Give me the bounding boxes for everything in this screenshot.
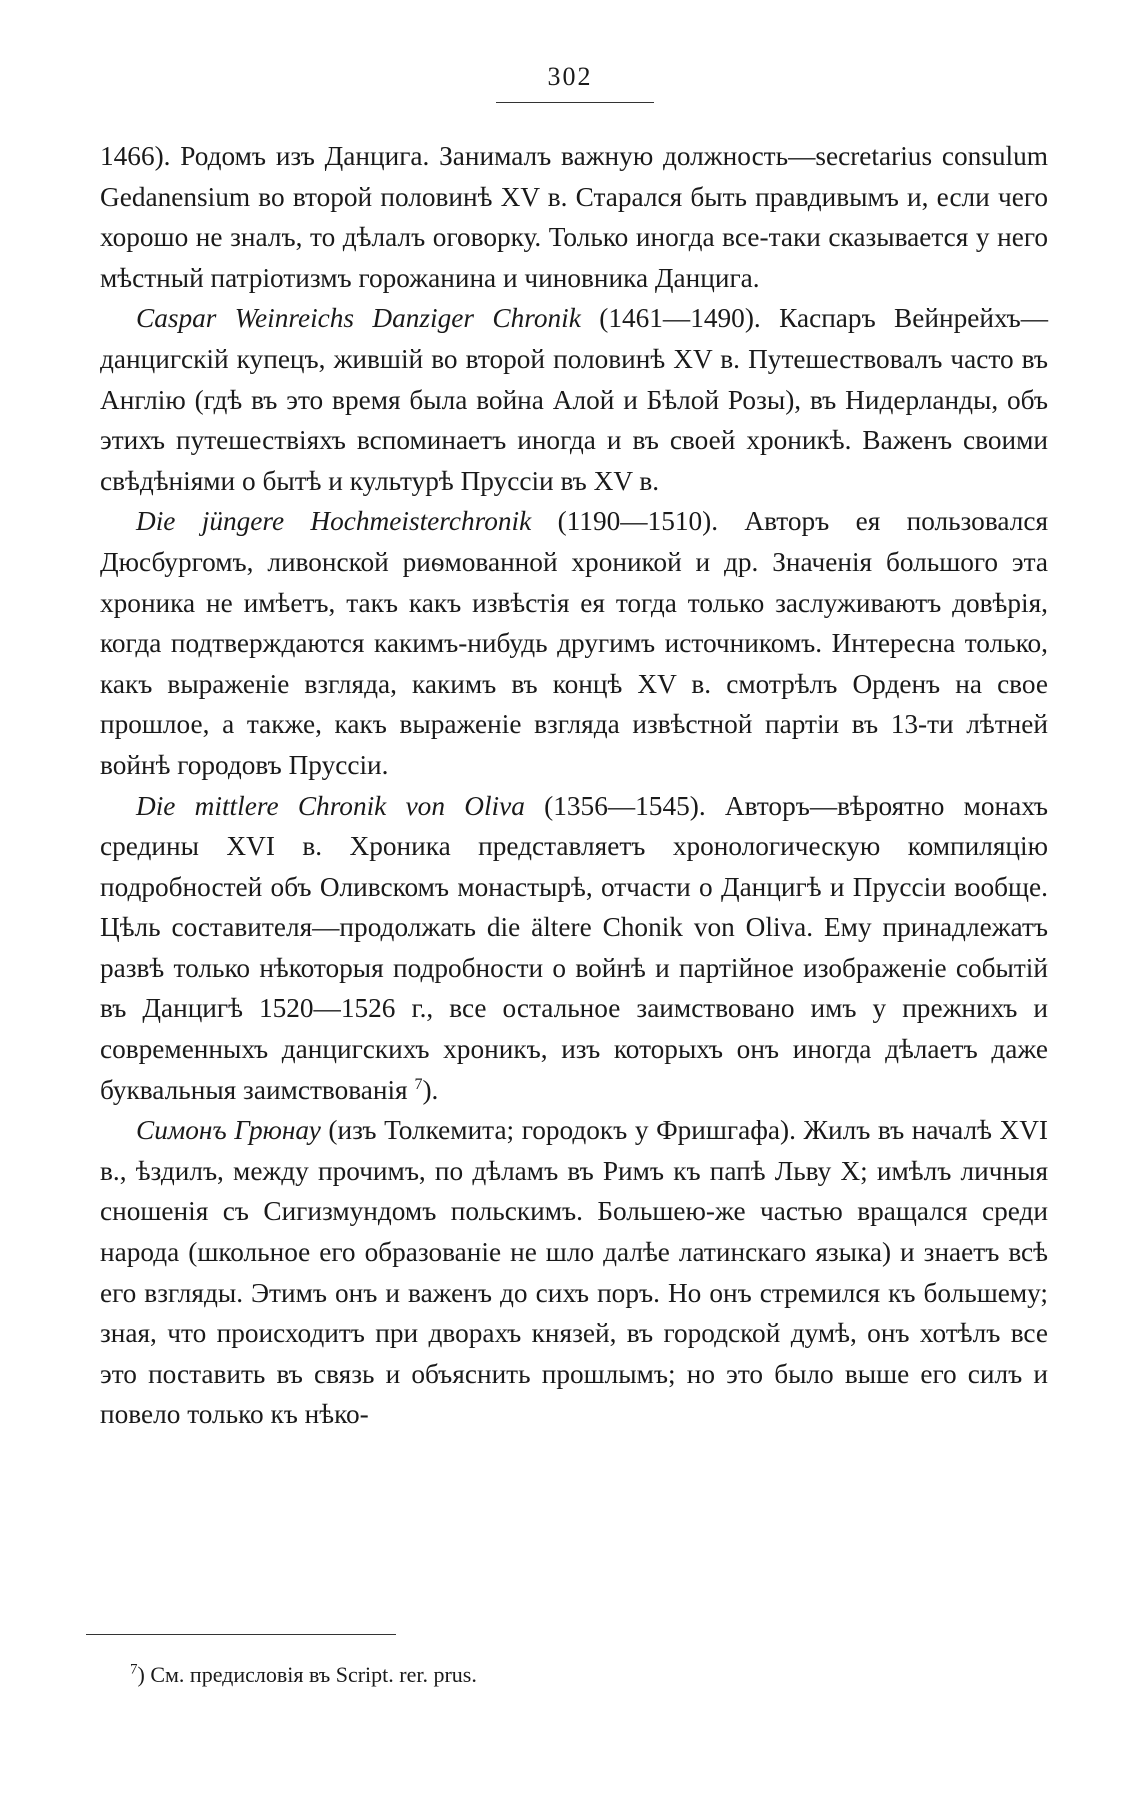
source-title: Die jüngere Hochmeisterchronik bbox=[136, 506, 532, 537]
paragraph-oliva bbox=[100, 786, 1048, 1111]
paragraph-weinreich bbox=[100, 298, 1048, 501]
paragraph-text: (1461—1490). Каспаръ Вейнрейхъ—данцигскій купецъ, жившій во второй половинѣ XV в. Путешествовалъ часто въ Англію (гдѣ въ это время была война Алой и Бѣлой Розы), въ Нидерланды, объ этихъ путешествіяхъ вспоминаетъ иногда и въ своей хроникѣ. Важенъ своими свѣдѣніями о бытѣ и культурѣ Пруссіи въ XV в. bbox=[100, 303, 1048, 496]
paragraph-text: 1466). Родомъ изъ Данцига. Занималъ важную должность—secretarius consulum Gedanensium во второй половинѣ XV в. Старался быть правдивымъ и, если чего хорошо не зналъ, то дѣлалъ оговорку. Только иногда все-таки сказывается у него мѣстный патріотизмъ горожанина и чиновника Данцига. bbox=[100, 141, 1048, 293]
body-text bbox=[100, 136, 1048, 1435]
footnote-mark: 7 bbox=[130, 1661, 138, 1678]
paragraph-hochmeisterchronik bbox=[100, 501, 1048, 785]
paragraph-text: (1356—1545). Авторъ—вѣроятно монахъ средины XVI в. Хроника представляетъ хронологическую компиляцію подробностей объ Оливскомъ монастырѣ, отчасти о Данцигѣ и Пруссіи вообще. Цѣль составителя—продолжать die ältere Chonik von Oliva. Ему принадлежатъ развѣ только нѣкоторыя подробности о войнѣ и партійное изображеніе событій въ Данцигѣ 1520—1526 г., все остальное заимствовано имъ у прежнихъ и современныхъ данцигскихъ хроникъ, изъ которыхъ онъ иногда дѣлаетъ даже буквальныя заимствованія bbox=[100, 790, 1048, 1105]
paragraph-text: (изъ Толкемита; городокъ у Фришгафа). Жилъ въ началѣ XVI в., ѣздилъ, между прочимъ, по дѣламъ въ Римъ къ папѣ Льву X; имѣлъ личныя сношенія съ Сигизмундомъ польскимъ. Большею-же частью вращался среди народа (школьное его образованіе не шло далѣе латинскаго языка) и знаетъ всѣ его взгляды. Этимъ онъ и важенъ до сихъ поръ. Но онъ стремился къ большему; зная, что происходитъ при дворахъ князей, въ городской думѣ, онъ хотѣлъ все это поставить въ связь и объяснить прошлымъ; но это было выше его силъ и повело только къ нѣко- bbox=[100, 1115, 1048, 1430]
source-title: Caspar Weinreichs Danziger Chronik bbox=[136, 303, 581, 334]
paragraph-text-end: ). bbox=[422, 1074, 439, 1105]
footnote-text: ) См. предисловія въ Script. rer. prus. bbox=[137, 1662, 477, 1687]
footnote bbox=[130, 1660, 477, 1690]
paragraph-grunau bbox=[100, 1110, 1048, 1435]
page-number: 302 bbox=[547, 62, 593, 91]
source-title: Die mittlere Chronik von Oliva bbox=[136, 790, 525, 821]
source-title: Симонъ Грюнау bbox=[136, 1115, 321, 1146]
paragraph-continuation bbox=[100, 136, 1048, 298]
footnote-reference[interactable]: 7 bbox=[414, 1075, 423, 1093]
footnote-rule bbox=[86, 1634, 396, 1635]
paragraph-text: (1190—1510). Авторъ ея пользовался Дюсбургомъ, ливонской риѳмованной хроникой и др. Значенія большого эта хроника не имѣетъ, такъ какъ извѣстія ея тогда только заслуживаютъ довѣрія, когда подтверждаются какимъ-нибудь другимъ источникомъ. Интересна только, какъ выраженіе взгляда, какимъ въ концѣ XV в. смотрѣлъ Орденъ на свое прошлое, а также, какъ выраженіе взгляда извѣстной партіи въ 13-ти лѣтней войнѣ городовъ Пруссіи. bbox=[100, 506, 1048, 780]
page-number-rule bbox=[496, 102, 654, 103]
